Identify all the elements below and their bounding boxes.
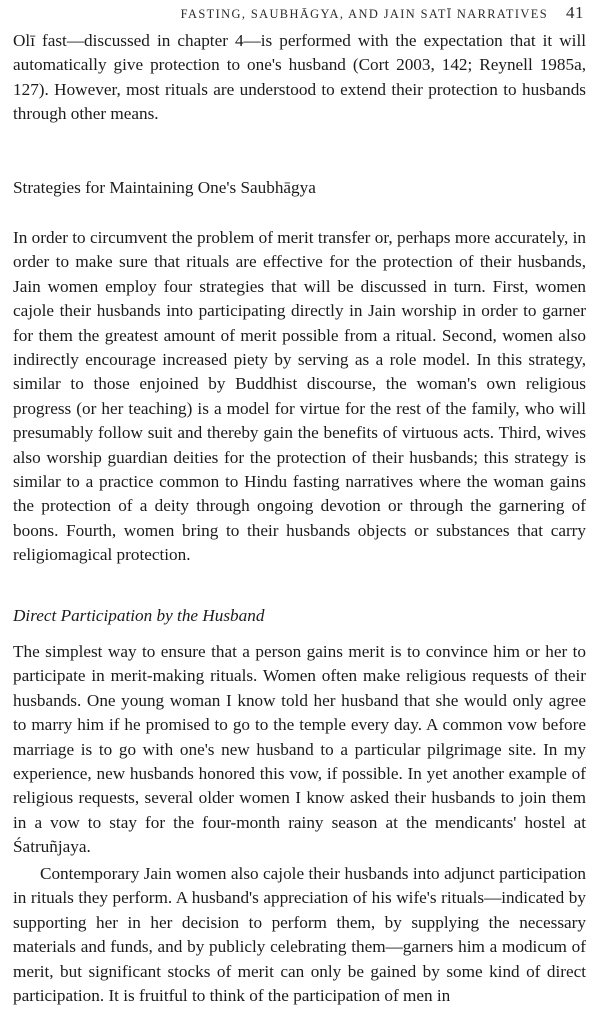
page-number: 41	[566, 3, 584, 22]
running-head	[14, 3, 584, 27]
subsection-heading: Direct Participation by the Husband	[13, 606, 265, 625]
paragraph-strategies: In order to circumvent the problem of merit transfer or, perhaps more accurately, in order to make sure that rituals are effective for the protection of their husbands, Jain women employ four strategies that will be discussed in turn. First, women cajole their husbands into participating directly in Jain worship in order to garner for them the greatest amount of merit possible from a ritual. Second, women also indirectly encourage increased piety by serving as a role model. In this strategy, similar to those enjoined by Buddhist discourse, the woman's own religious progress (or her teaching) is a model for virtue for the rest of the family, who will presumably follow suit and thereby gain the benefits of virtuous acts. Third, wives also worship guardian deities for the protection of their husbands; this strategy is similar to a practice common to Hindu fasting narratives where the woman gains the protection of a deity through ongoing devotion or through the garnering of boons. Fourth, women bring to their husbands objects or substances that carry religiomagical protection.	[13, 228, 586, 565]
section-heading: Strategies for Maintaining One's Saubhāgya	[13, 178, 316, 197]
paragraph-direct-participation-1: The simplest way to ensure that a person gains merit is to convince him or her to participate in merit-making rituals. Women often make religious requests of their husbands. One young woman I know told her husband that she would only agree to marry him if he promised to go to the temple every day. A common vow before marriage is to go with one's new husband to a particular pilgrimage site. In my experience, new husbands honored this vow, if possible. In yet another example of religious requests, several older women I know asked their husbands to join them in a vow to stay for the four-month rainy season at the mendicants' hostel at Śatruñjaya.	[13, 642, 586, 857]
running-head-title: FASTING, SAUBHĀGYA, AND JAIN SATĪ NARRATIVES	[180, 7, 548, 21]
paragraph-opening: Olī fast—discussed in chapter 4—is performed with the expectation that it will automatically give protection to one's husband (Cort 2003, 142; Reynell 1985a, 127). However, most rituals are understood to extend their protection to husbands through other means.	[13, 31, 586, 124]
paragraph-direct-participation-2: Contemporary Jain women also cajole their husbands into adjunct participation in rituals they perform. A husband's appreciation of his wife's rituals—indicated by supporting her in her decision to perform them, by supplying the necessary materials and funds, and by publicly celebrating them—garners him a modicum of merit, but significant stocks of merit can only be gained by some kind of direct participation. It is fruitful to think of the participation of men in	[13, 864, 586, 1006]
